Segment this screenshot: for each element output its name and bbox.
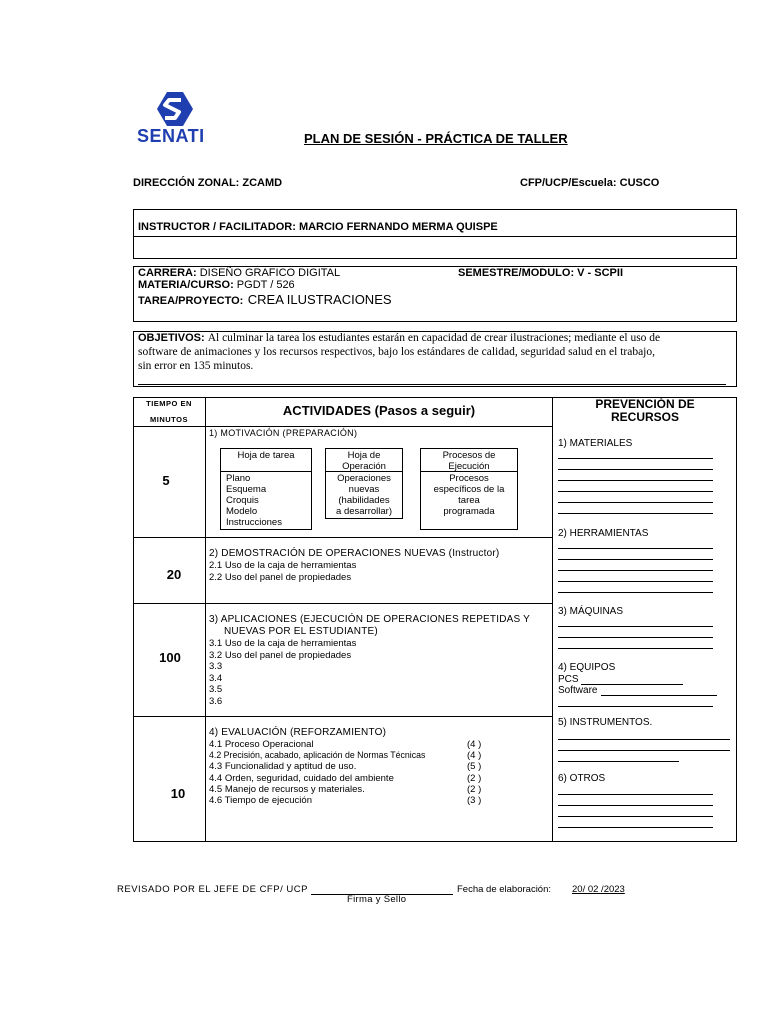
header-line: Hoja de xyxy=(347,450,381,461)
item-score: (4 ) xyxy=(467,739,482,750)
blank-line xyxy=(558,706,713,707)
item-text: 4.3 Funcionalidad y aptitud de uso. xyxy=(209,761,357,773)
list-item xyxy=(209,750,499,761)
time-row-1: 5 xyxy=(162,473,170,488)
footer-revisado: REVISADO POR EL JEFE DE CFP/ UCP xyxy=(117,884,308,895)
body-line: nuevas xyxy=(348,484,380,495)
recursos-materiales: 1) MATERIALES xyxy=(558,438,633,449)
hoja-tarea-divider xyxy=(220,471,312,472)
objetivos-text-2: software de animaciones y los recursos respectivos, bajo los estándares de calidad, seguridad salud en el trabajo, xyxy=(138,346,656,358)
list-item: Esquema xyxy=(226,484,267,495)
item-text: 4.1 Proceso Operacional xyxy=(209,739,314,750)
objetivos-text-1: Al culminar la tarea los estudiantes estarán en capacidad de crear ilustraciones; mediante el uso de xyxy=(207,332,661,344)
time-row-2: 20 xyxy=(166,567,182,582)
col3-header-line2: RECURSOS xyxy=(610,410,679,424)
blank-line xyxy=(558,637,713,638)
carrera-value: DISEÑO GRAFICO DIGITAL xyxy=(199,267,341,279)
blank-line xyxy=(558,648,713,649)
blank-line xyxy=(558,469,713,470)
blank-line xyxy=(558,548,713,549)
blank-line xyxy=(558,761,679,762)
list-item: 3.2 Uso del panel de propiedades xyxy=(209,649,352,661)
item-text: 4.5 Manejo de recursos y materiales. xyxy=(209,783,365,795)
procesos-ejecucion-header xyxy=(420,450,518,472)
header-row-line xyxy=(133,426,553,427)
time-row-4: 10 xyxy=(170,786,186,801)
row-line-1 xyxy=(133,537,553,538)
list-item: 3.3 xyxy=(209,661,223,672)
recursos-software: Software xyxy=(558,685,598,696)
list-item xyxy=(209,773,499,784)
materia-line xyxy=(138,279,295,291)
objetivos-text-3: sin error en 135 minutos. xyxy=(138,360,254,372)
blank-line xyxy=(558,816,713,817)
instructor-value: MARCIO FERNANDO MERMA QUISPE xyxy=(298,221,498,233)
procesos-ejecucion-body xyxy=(420,473,518,517)
motivacion-title: 1) MOTIVACIÓN (PREPARACIÓN) xyxy=(209,428,358,438)
blank-line xyxy=(601,695,717,696)
list-item xyxy=(209,761,499,772)
footer-fecha-label: Fecha de elaboración: xyxy=(457,884,552,895)
blank-line xyxy=(558,581,713,582)
blank-line xyxy=(558,570,713,571)
list-item: 2.1 Uso de la caja de herramientas xyxy=(209,560,357,571)
list-item xyxy=(209,795,499,806)
aplicaciones-title-1: 3) APLICACIONES (EJECUCIÓN DE OPERACIONES REPETIDAS Y xyxy=(209,614,531,625)
objetivos-line-1 xyxy=(138,332,660,344)
page-title: PLAN DE SESIÓN - PRÁCTICA DE TALLER xyxy=(304,131,568,146)
senati-emblem-icon xyxy=(135,90,215,128)
senati-logo xyxy=(135,90,215,150)
list-item: 2.2 Uso del panel de propiedades xyxy=(209,571,352,583)
body-line: a desarrollar) xyxy=(336,506,392,517)
header-line: Operación xyxy=(342,461,386,472)
carrera-label: CARRERA: xyxy=(138,267,197,279)
aplicaciones-title-2: NUEVAS POR EL ESTUDIANTE) xyxy=(224,626,378,637)
col1-header xyxy=(134,398,204,425)
blank-line xyxy=(558,739,730,740)
recursos-instrumentos: 5) INSTRUMENTOS. xyxy=(558,717,653,728)
footer-firma: Firma y Sello xyxy=(347,894,407,905)
blank-line xyxy=(558,794,713,795)
blank-line xyxy=(558,513,713,514)
body-line: específicos de la xyxy=(433,484,505,495)
col-divider-1 xyxy=(205,397,206,842)
item-text: 4.2 Precisión, acabado, aplicación de Normas Técnicas xyxy=(209,750,426,761)
tarea-value: CREA ILUSTRACIONES xyxy=(247,292,392,307)
recursos-herramientas: 2) HERRAMIENTAS xyxy=(558,528,649,539)
semestre-modulo: SEMESTRE/MODULO: V - SCPII xyxy=(458,267,624,279)
header-line: Procesos de xyxy=(442,450,496,461)
col3-header xyxy=(553,398,737,424)
body-line: tarea xyxy=(458,495,480,506)
hoja-operacion-body xyxy=(325,473,403,517)
list-item: 3.1 Uso de la caja de herramientas xyxy=(209,638,357,649)
list-item: Instrucciones xyxy=(226,517,282,528)
instructor-label: INSTRUCTOR / FACILITADOR: xyxy=(138,221,296,233)
list-item: 3.5 xyxy=(209,684,223,695)
item-text: 4.6 Tiempo de ejecución xyxy=(209,795,312,807)
cfp-escuela: CFP/UCP/Escuela: CUSCO xyxy=(520,177,660,189)
footer-fecha-value: 20/ 02 /2023 xyxy=(572,884,625,895)
blank-line xyxy=(558,491,713,492)
col2-header: ACTIVIDADES (Pasos a seguir) xyxy=(282,403,476,418)
body-line: Operaciones xyxy=(337,473,391,484)
list-item: 3.4 xyxy=(209,672,223,684)
materia-label: MATERIA/CURSO: xyxy=(138,279,234,291)
item-score: (4 ) xyxy=(467,750,482,762)
time-row-3: 100 xyxy=(159,650,181,665)
logo-text: SENATI xyxy=(137,126,205,146)
list-item: 3.6 xyxy=(209,695,223,707)
recursos-otros: 6) OTROS xyxy=(558,773,606,784)
materia-value: PGDT / 526 xyxy=(236,279,295,291)
list-item: Croquis xyxy=(226,495,259,506)
instructor-line xyxy=(138,221,498,233)
evaluacion-items xyxy=(209,739,499,806)
item-score: (2 ) xyxy=(467,783,482,795)
body-line: (habilidades xyxy=(338,495,390,506)
header-line: Ejecución xyxy=(448,461,490,472)
direccion-zonal: DIRECCIÓN ZONAL: ZCAMD xyxy=(133,177,283,189)
carrera-line xyxy=(138,267,340,279)
blank-line xyxy=(558,592,713,593)
body-line: programada xyxy=(443,506,495,517)
demostracion-title: 2) DEMOSTRACIÓN DE OPERACIONES NUEVAS (Instructor) xyxy=(209,548,500,559)
demostracion-items xyxy=(209,560,356,583)
list-item xyxy=(209,739,499,750)
blank-line xyxy=(558,750,730,751)
recursos-equipos: 4) EQUIPOS xyxy=(558,662,616,673)
instructor-divider xyxy=(133,236,737,237)
col3-header-line1: PREVENCIÓN DE xyxy=(595,397,695,411)
hoja-tarea-items xyxy=(226,473,282,528)
blank-line xyxy=(558,502,713,503)
item-score: (5 ) xyxy=(467,761,482,773)
blank-line xyxy=(558,827,713,828)
recursos-maquinas: 3) MÁQUINAS xyxy=(558,606,624,617)
body-line: Procesos xyxy=(449,473,489,484)
blank-line xyxy=(558,458,713,459)
hoja-tarea-header: Hoja de tarea xyxy=(237,450,295,461)
blank-line xyxy=(558,626,713,627)
col1-header-line1: TIEMPO EN xyxy=(146,399,192,408)
list-item: Plano xyxy=(226,473,251,484)
row-line-3 xyxy=(133,716,553,717)
blank-line xyxy=(558,480,713,481)
col-divider-2 xyxy=(552,397,553,842)
list-item: Modelo xyxy=(226,506,258,517)
aplicaciones-items xyxy=(209,638,356,707)
item-text: 4.4 Orden, seguridad, cuidado del ambiente xyxy=(209,772,394,784)
objetivos-label: OBJETIVOS: xyxy=(138,332,205,344)
item-score: (2 ) xyxy=(467,772,482,784)
tarea-label: TAREA/PROYECTO: xyxy=(138,295,244,307)
list-item xyxy=(209,784,499,795)
tarea-line xyxy=(138,291,392,309)
blank-line xyxy=(558,559,713,560)
row-line-2 xyxy=(133,603,553,604)
col1-header-line2: MINUTOS xyxy=(150,415,188,424)
hoja-operacion-header xyxy=(325,450,403,472)
recursos-pcs: PCS xyxy=(558,674,579,685)
instructor-box xyxy=(133,209,737,259)
evaluacion-title: 4) EVALUACIÓN (REFORZAMIENTO) xyxy=(209,727,387,738)
blank-line xyxy=(558,805,713,806)
item-score: (3 ) xyxy=(467,795,482,807)
objetivos-underline xyxy=(138,384,726,385)
